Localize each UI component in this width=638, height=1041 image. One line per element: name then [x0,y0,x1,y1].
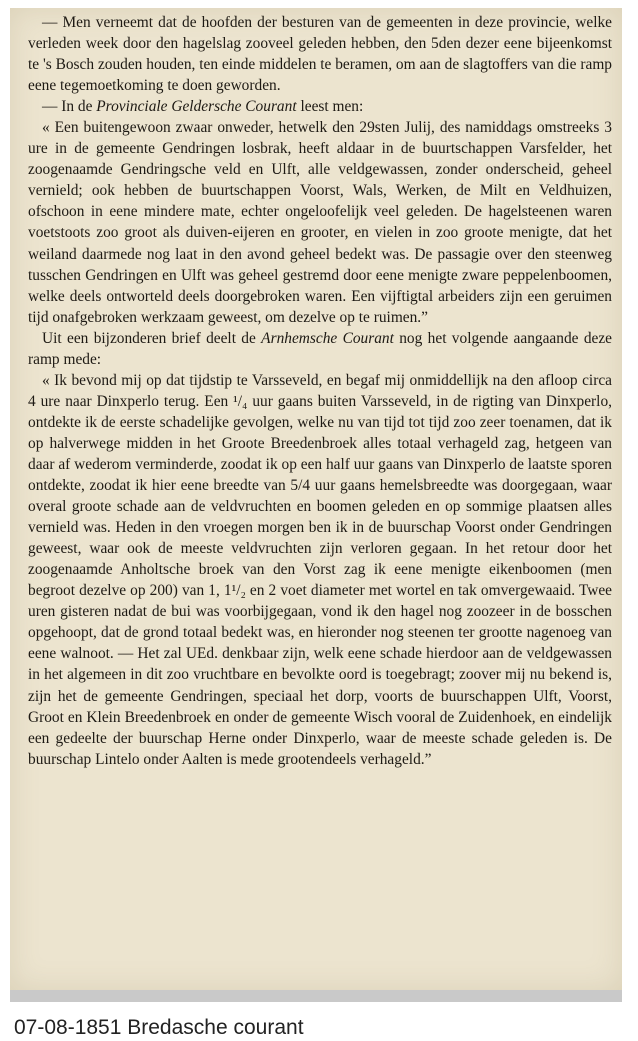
newspaper-name: Arnhemsche Courant [261,329,394,347]
paragraph-tail: nog het volgende aangaande deze ramp mede: [28,329,613,368]
paragraph-tail: leest men: [296,98,364,116]
paragraph-letter-varsseveld: « Ik bevond mij op dat tijdstip te Varsseveld, en begaf mij onmiddellijk na den afloop circa 4 ure naar Dinxperlo terug. Een ¹/₄ uur gaans buiten Varsseveld, in de rigting van Dinxperlo, ontdekte ik de eerste schadelijke gevolgen, welke nu van tijd tot tijd zoo zeer toenamen, dat ik op halverwege midden in het Groote Breedenbroek alles totaal verhageld zag, hetgeen van daar af wederom verminderde, zoodat ik op een half uur gaans van Dinxperlo de laatste sporen ontdekte, zoodat ik hier eene breedte van 5/4 uur gaans hemelsbreedte was doorgegaan, waar overal groote schade aan de veldvruchten en boomen geleden en op sommige plaatsen alles vernield was. Heden in den vroegen morgen ben ik in de buurschap Voorst onder Gendringen geweest, waar ook de meeste veldvruchten zijn verloren gegaan. In het retour door het zoogenaamde Anholtsche broek van den Vorst zag ik eene menigte eikenboomen (men begroot dezelve op 200) van 1, 1¹/₂ en 2 voet diameter met wortel en tak omvergewaaid. Twee uren gisteren nadat de bui was voorbijgegaan, vond ik den hagel nog zoozeer in de bosschen opgehoopt, dat de grond totaal bedekt was, en hieronder nog steenen ter grootte nagenoeg van eene walnoot. — Het zal UEd. denkbaar zijn, welk eene schade hierdoor aan de veldgewassen in het algemeen in dit zoo vruchtbare en bevolkte oord is toegebragt; zoover mij nu bekend is, zijn het de gemeente Gendringen, speciaal het dorp, voorts de buurschappen Ulft, Voorst, Groot en Klein Breedenbroek en onder de gemeente Wisch vooral de Zuidenhoek, en eindelijk een gedeelte der buurschap Herne onder Dinxperlo, waar de meeste schade geleden is. De buurschap Lintelo onder Aalten is mede grootendeels verhageld.” [28,371,612,768]
scan-border [10,8,622,1002]
paragraph-geldersche-intro [28,96,612,117]
paragraph-arnhemsche-intro [28,328,612,370]
paragraph-lead: Uit een bijzonderen brief deelt de [42,329,262,347]
newspaper-clipping [10,8,622,990]
paragraph-lead: — In de [42,98,97,116]
article-text [28,12,612,770]
paragraph-gendringen-storm: « Een buitengewoon zwaar onweder, hetwelk den 29sten Julij, des namiddags omstreeks 3 ure in de gemeente Gendringen losbrak, heeft aldaar in de buurtschappen Varsfelder, het zoogenaamde Gendringsche veld en Ulft, alle veldgewassen, zonder onderscheid, geheel vernield; ook hebben de buurtschappen Voorst, Wals, Werken, de Milt en Veldhuizen, ofschoon in eene mindere mate, echter ongeloofelijk veel geleden. De hagelsteenen waren voetstoots zoo groot als duiven-eijeren en grooter, en vielen in zoo groote menigte, dat het weiland daarmede nog laat in den avond geheel bedekt was. De passagie over den steenweg tusschen Gendringen en Ulft was geheel gestremd door eene menigte zware peppelenboomen, welke deels ontworteld deels doorgebroken waren. Een vijftigtal arbeiders zijn een geruimen tijd onafgebroken werkzaam geweest, om dezelve op te ruimen.” [28,119,612,326]
paragraph-hagelslag-meeting: — Men verneemt dat de hoofden der besturen van de gemeenten in deze provincie, welke verleden week door den hagelslag zooveel geleden hebben, den 5den dezer eene bijeenkomst te 's Bosch zouden houden, ten einde middelen te beramen, om aan de slagtoffers van die ramp eene tegemoetkoming te doen geworden. [28,14,612,95]
newspaper-name: Provinciale Geldersche Courant [96,98,297,116]
caption: 07-08-1851 Bredasche courant [14,1016,304,1039]
